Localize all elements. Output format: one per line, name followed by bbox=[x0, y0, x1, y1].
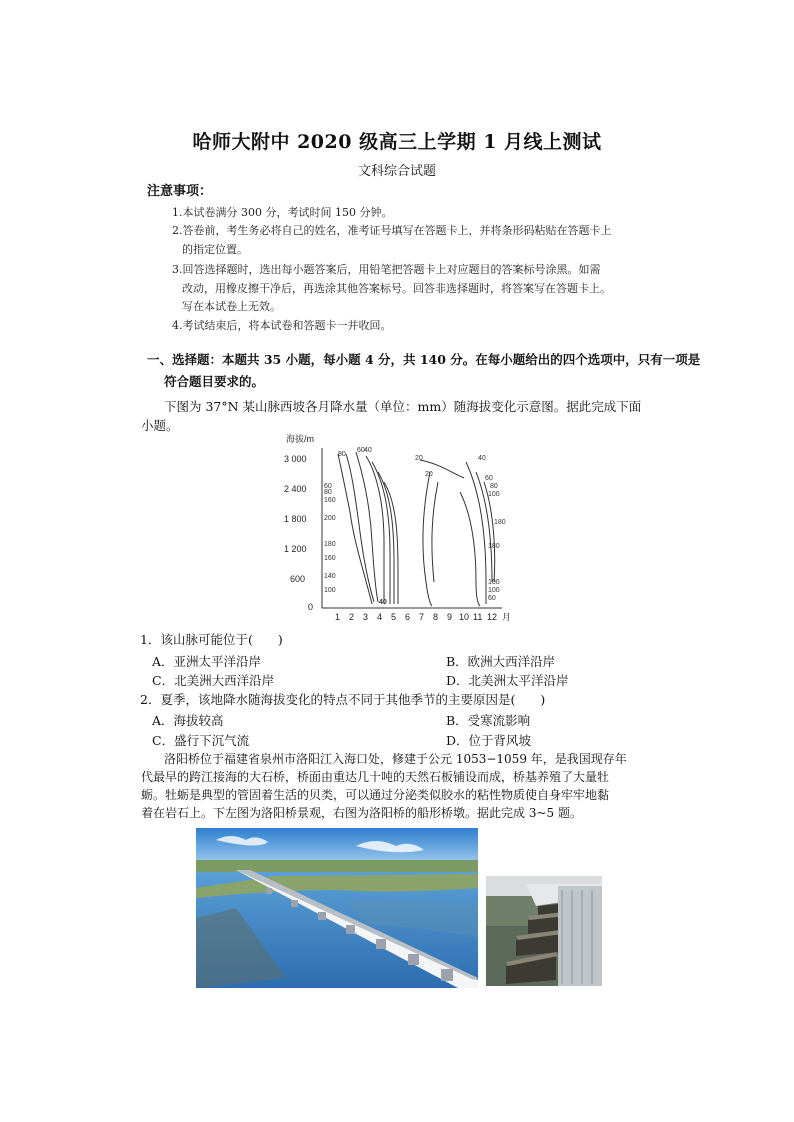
question-1-option-c[interactable]: C．北美洲大西洋沿岸 bbox=[152, 673, 275, 688]
notice-item-1: 1.本试卷满分 300 分，考试时间 150 分钟。 bbox=[172, 206, 393, 219]
contour-label: 160 bbox=[324, 555, 336, 562]
contour-label: 100 bbox=[324, 587, 336, 594]
contour-label: 40 bbox=[478, 455, 486, 462]
contour-label: 140 bbox=[324, 573, 336, 580]
contour-label: 180 bbox=[494, 519, 506, 526]
intro-paragraph-2-line-2: 代最早的跨江接海的大石桥，桥面由重达几十吨的天然石板铺设而成，桥基养殖了大量牡 bbox=[141, 770, 610, 784]
intro-paragraph-2-line-1: 洛阳桥位于福建省泉州市洛阳江入海口处，修建于公元 1053−1059 年，是我国现存年 bbox=[164, 752, 627, 766]
contour-label: 100 bbox=[488, 491, 500, 498]
x-tick: 9 bbox=[447, 612, 453, 622]
contour-lines-east bbox=[420, 460, 495, 606]
y-tick: 3 000 bbox=[284, 454, 307, 464]
intro-paragraph-2-line-4: 着在岩石上。下左图为洛阳桥景观，右图为洛阳桥的船形桥墩。据此完成 3~5 题。 bbox=[141, 806, 582, 820]
x-tick: 6 bbox=[405, 612, 411, 622]
contour-label: 80 bbox=[338, 451, 346, 458]
luoyang-bridge-landscape-photo bbox=[196, 828, 478, 988]
x-axis-unit: 月 bbox=[502, 612, 512, 622]
contour-label: 60 bbox=[357, 447, 365, 454]
x-tick: 2 bbox=[349, 612, 355, 622]
page-title: 哈师大附中 2020 级高三上学期 1 月线上测试 bbox=[192, 131, 602, 153]
contour-label: 100 bbox=[488, 579, 500, 586]
question-2-option-c[interactable]: C．盛行下沉气流 bbox=[152, 733, 250, 748]
x-tick: 11 bbox=[473, 612, 483, 622]
x-tick: 1 bbox=[335, 612, 341, 622]
contour-label: 40 bbox=[379, 599, 387, 606]
contour-label: 60 bbox=[324, 483, 332, 490]
notice-item-2: 2.答卷前，考生务必将自己的姓名，准考证号填写在答题卡上，并将条形码粘贴在答题卡上 bbox=[172, 224, 612, 237]
x-tick: 12 bbox=[487, 612, 498, 622]
contour-lines-west bbox=[338, 452, 398, 604]
section-heading-cont: 符合题目要求的。 bbox=[164, 374, 265, 389]
intro-paragraph-2-line-3: 蛎。牡蛎是典型的管固着生活的贝类，可以通过分泌类似胶水的粘性物质使自身牢牢地黏 bbox=[141, 788, 610, 802]
question-1-option-b[interactable]: B．欧洲大西洋沿岸 bbox=[446, 654, 556, 669]
question-1-option-a[interactable]: A．亚洲太平洋沿岸 bbox=[152, 654, 262, 669]
x-tick: 3 bbox=[363, 612, 369, 622]
contour-label: 100 bbox=[488, 587, 500, 594]
contour-label: 20 bbox=[425, 471, 433, 478]
y-tick: 1 800 bbox=[284, 514, 307, 524]
contour-label: 20 bbox=[415, 455, 423, 462]
contour-label: 60 bbox=[485, 475, 493, 482]
boat-shaped-pier-photo bbox=[486, 876, 602, 986]
page-subtitle: 文科综合试题 bbox=[357, 164, 436, 179]
contour-label: 200 bbox=[324, 515, 336, 522]
intro-paragraph-1-cont: 小题。 bbox=[141, 418, 179, 433]
precipitation-contour-figure bbox=[280, 432, 520, 624]
question-1-option-d[interactable]: D．北美洲太平洋沿岸 bbox=[446, 673, 569, 688]
intro-paragraph-1: 下图为 37°N 某山脉西坡各月降水量（单位：mm）随海拔变化示意图。据此完成下面 bbox=[164, 399, 642, 414]
contour-labels bbox=[324, 447, 506, 606]
x-tick: 7 bbox=[419, 612, 425, 622]
contour-label: 80 bbox=[490, 483, 498, 490]
y-tick: 0 bbox=[308, 602, 314, 612]
x-tick: 4 bbox=[377, 612, 383, 622]
question-2-option-b[interactable]: B．受寒流影响 bbox=[446, 713, 531, 728]
notice-heading: 注意事项： bbox=[147, 184, 213, 199]
contour-label: 40 bbox=[364, 447, 372, 454]
notice-item-4: 4.考试结束后，将本试卷和答题卡一并收回。 bbox=[172, 319, 392, 332]
notice-item-3-cont2: 写在本试卷上无效。 bbox=[182, 300, 281, 313]
contour-label: 80 bbox=[324, 489, 332, 496]
contour-label: 180 bbox=[488, 543, 500, 550]
question-2-stem: 2．夏季，该地降水随海拔变化的特点不同于其他季节的主要原因是( ) bbox=[140, 692, 546, 707]
question-2-option-d[interactable]: D．位于背风坡 bbox=[446, 733, 532, 748]
notice-item-3: 3.回答选择题时，选出每小题答案后，用铅笔把答题卡上对应题目的答案标号涂黑。如需 bbox=[172, 263, 601, 276]
y-tick: 600 bbox=[290, 574, 306, 584]
x-tick: 10 bbox=[459, 612, 470, 622]
y-axis-title: 海拔/m bbox=[286, 434, 314, 444]
x-tick: 8 bbox=[433, 612, 439, 622]
notice-item-3-cont: 改动，用橡皮擦干净后，再选涂其他答案标号。回答非选择题时，将答案写在答题卡上。 bbox=[182, 282, 611, 295]
question-2-option-a[interactable]: A．海拔较高 bbox=[152, 713, 224, 728]
contour-label: 60 bbox=[488, 595, 496, 602]
contour-label: 160 bbox=[324, 497, 336, 504]
notice-item-2-cont: 的指定位置。 bbox=[182, 243, 248, 256]
y-tick: 2 400 bbox=[284, 484, 307, 494]
section-heading: 一、选择题：本题共 35 小题，每小题 4 分，共 140 分。在每小题给出的四个选项中，只有一项是 bbox=[147, 352, 701, 367]
y-tick: 1 200 bbox=[284, 544, 307, 554]
x-tick: 5 bbox=[391, 612, 397, 622]
question-1-stem: 1．该山脉可能位于( ) bbox=[140, 632, 283, 647]
contour-label: 180 bbox=[324, 541, 336, 548]
